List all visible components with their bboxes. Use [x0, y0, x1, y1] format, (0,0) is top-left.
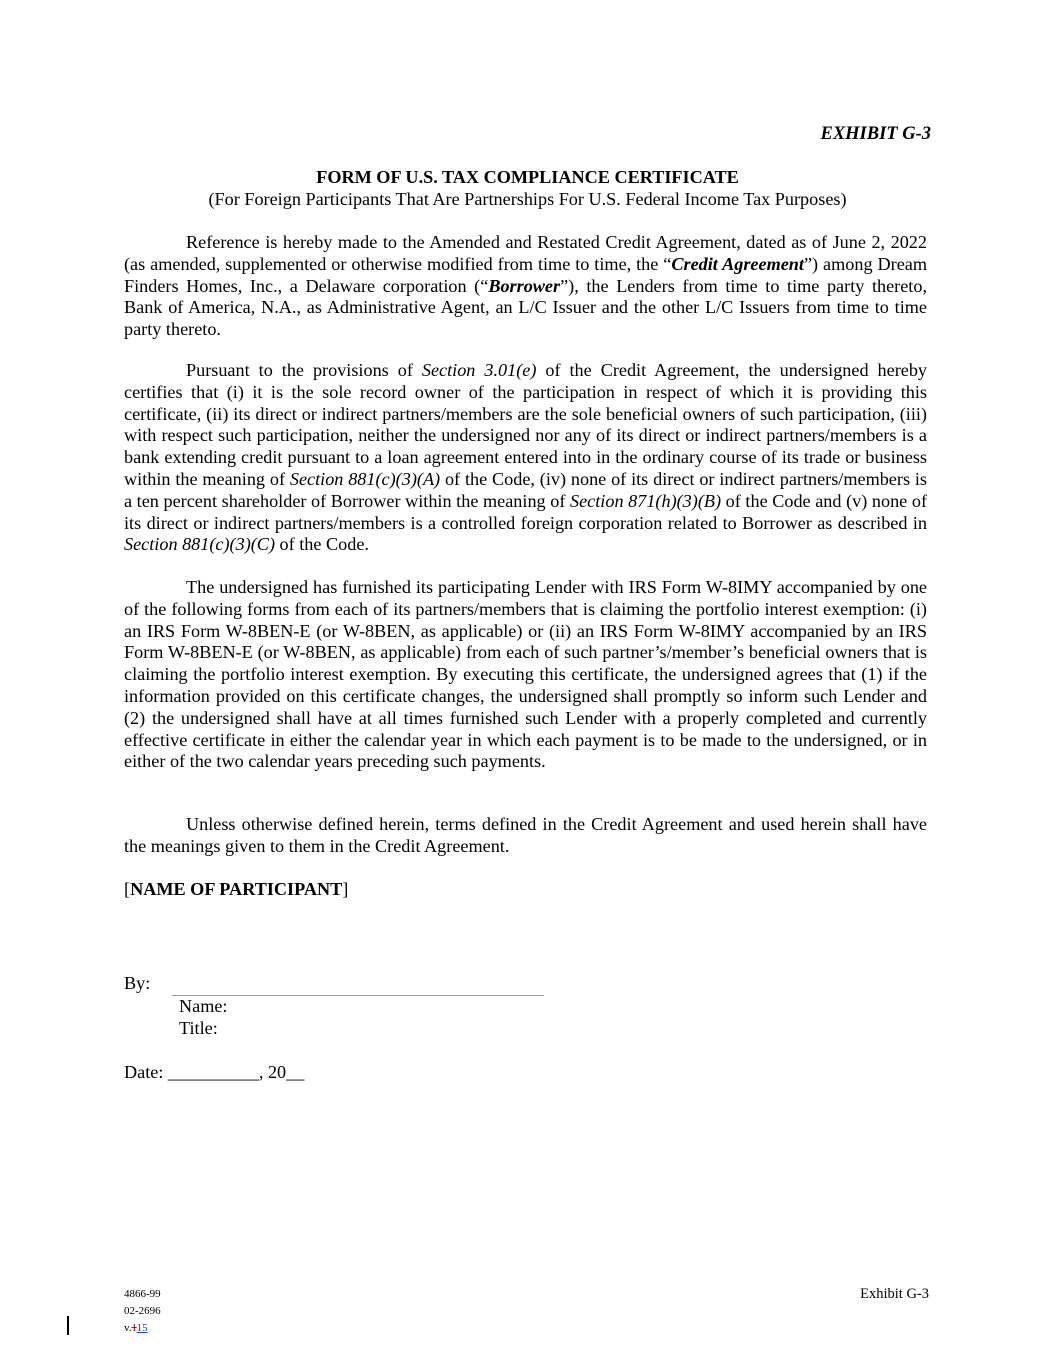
footer-exhibit-label: Exhibit G-3: [860, 1286, 929, 1302]
document-title: FORM OF U.S. TAX COMPLIANCE CERTIFICATE: [316, 167, 739, 187]
paragraph-text: Reference is hereby made to the Amended and Restated Credit Agreement, dated as of June 2, 2022 (as amended, supplemented or otherwise modified from time to time, the “: [124, 232, 927, 274]
paragraph-text: ”), the Lenders from time to time party thereto, Bank of America, N.A., as Administrative Agent, an L/C Issuer and the other L/C Issuers from time to time party thereto.: [124, 275, 927, 340]
document-subtitle: (For Foreign Participants That Are Partnerships For U.S. Federal Income Tax Purposes): [208, 189, 847, 209]
version-prefix: v.: [124, 1322, 132, 1334]
paragraph-forms: The undersigned has furnished its participating Lender with IRS Form W-8IMY accompanied by one of the following forms from each of its partners/members that is claiming the portfolio interest exemption: (i) an IRS Form W-8BEN-E (or W-8BEN, as applicable) or (ii) an IRS Form W-8IMY accompanied by an IRS Form W-8BEN-E (or W-8BEN, as applicable) from each of such partner’s/member’s beneficial owners that is claiming the portfolio interest exemption. By executing this certificate, the undersigned agrees that (1) if the information provided on this certificate changes, the undersigned shall promptly so inform such Lender and (2) the undersigned shall have at all times furnished such Lender with a properly completed and currently effective certificate in either the calendar year in which each payment is to be made to the undersigned, or in either of the two calendar years preceding such payments.: [124, 577, 927, 772]
paragraph-certification: [124, 360, 927, 556]
paragraph-text: of the Code, (iv) none of its direct or indirect partners/members is a ten percent shareholder of Borrower within the meaning of: [124, 468, 927, 511]
name-label: Name:: [179, 996, 228, 1016]
paragraph-reference: [124, 232, 927, 341]
footer-doc-id: [124, 1286, 161, 1337]
change-bar: [67, 1316, 69, 1335]
paragraph-text: of the Code and (v) none of its direct or indirect partners/members is a controlled foreign corporation related to Borrower as described in: [124, 490, 928, 533]
version-deleted: 1: [131, 1322, 137, 1334]
section-reference: Section 871(h)(3)(B): [570, 490, 722, 511]
participant-name-block: [124, 879, 348, 901]
participant-name: NAME OF PARTICIPANT: [130, 879, 343, 899]
title-label: Title:: [179, 1018, 218, 1038]
paragraph-text: of the Code.: [275, 534, 369, 555]
section-reference: Section 881(c)(3)(C): [124, 534, 275, 555]
bracket-close: ]: [342, 879, 349, 899]
section-reference: Section 881(c)(3)(A): [289, 468, 441, 489]
doc-number: 4866-99: [124, 1288, 161, 1300]
bracket-open: [: [124, 879, 131, 899]
paragraph-text: of the Credit Agreement, the undersigned hereby certifies that (i) it is the sole record owner of the participation in respect of which it is providing this certificate, (ii) its direct or indirect partners/members are the sole beneficial owners of such participation, (iii) with respect such participation, neither the undersigned nor any of its direct or indirect partners/members is a bank extending credit pursuant to a loan agreement entered into in the ordinary course of its trade or business within the meaning of: [124, 360, 928, 489]
paragraph-text: ”) among Dream Finders Homes, Inc., a Delaware corporation (“: [124, 253, 927, 296]
defined-term-borrower: Borrower: [488, 275, 561, 296]
paragraph-definitions: Unless otherwise defined herein, terms defined in the Credit Agreement and used herein shall have the meanings given to them in the Credit Agreement.: [124, 814, 927, 856]
defined-term-credit-agreement: Credit Agreement: [671, 253, 804, 274]
signature-line: [172, 995, 544, 996]
version-inserted: 15: [136, 1322, 148, 1334]
date-line: Date: __________, 20__: [124, 1062, 305, 1082]
version: [124, 1320, 161, 1337]
section-reference: Section 3.01(e): [421, 360, 537, 380]
by-label: By:: [124, 973, 151, 993]
paragraph-text: Pursuant to the provisions of: [186, 360, 422, 380]
exhibit-heading: EXHIBIT G-3: [820, 124, 931, 144]
doc-number-2: 02-2696: [124, 1305, 161, 1317]
